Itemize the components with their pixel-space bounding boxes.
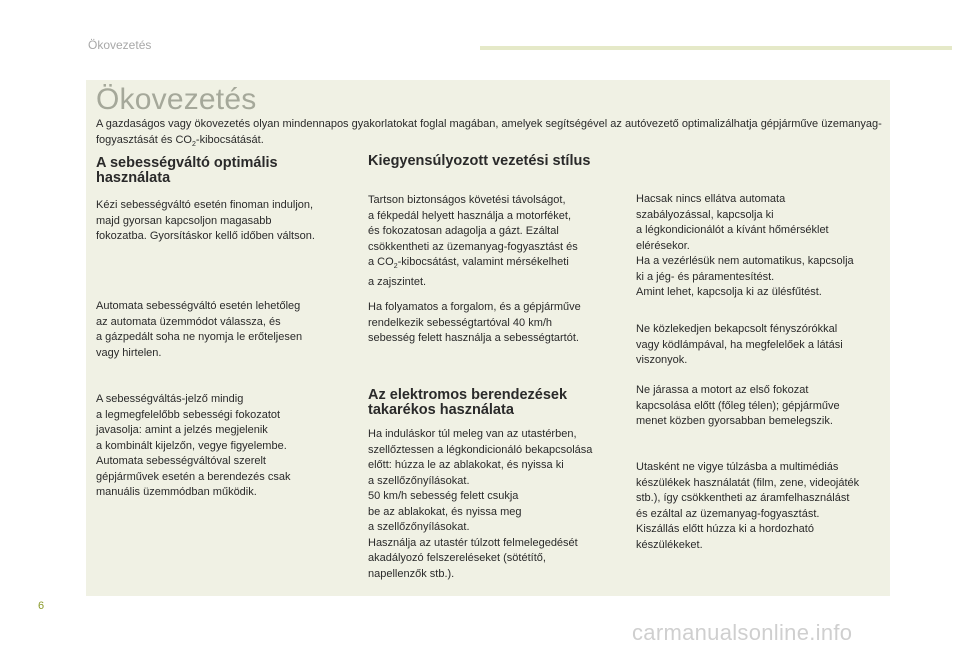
watermark: carmanualsonline.info bbox=[632, 620, 853, 645]
heading-gearbox: A sebességváltó optimális használata bbox=[96, 155, 278, 186]
header-rule bbox=[480, 46, 952, 50]
safe-distance-text-end: -kibocsátást, valamint mérsékelheti a zajszintet. bbox=[368, 256, 569, 288]
heading-electrical-equipment: Az elektromos berendezések takarékos használata bbox=[368, 387, 568, 418]
paragraph-engine-warmup: Ne járassa a motort az első fokozat kapcsolása előtt (főleg télen); gépjárműve menet közben gyorsabban bemelegszik. bbox=[636, 384, 840, 427]
paragraph-multimedia: Utasként ne vigye túlzásba a multimédiás készülékek használatát (film, zene, videojáték stb.), így csökkentheti az áramfelhasználást és ezáltal az üzemanyag-fogyasztást. Kiszállás előtt húzza ki a hordozható készülékeket. bbox=[636, 461, 860, 551]
paragraph-headlamps: Ne közlekedjen bekapcsolt fényszórókkal vagy ködlámpával, ha megfelelőek a látási viszonyok. bbox=[636, 323, 843, 366]
paragraph-cruise-control: Ha folyamatos a forgalom, és a gépjárműve rendelkezik sebességtartóval 40 km/h sebesség felett használja a sebességtartót. bbox=[368, 301, 581, 344]
paragraph-ventilation: Ha induláskor túl meleg van az utastérben, szellőztessen a légkondicionáló bekapcsolása előtt: húzza le az ablakokat, és nyissa ki a szellőzőnyílásokat. 50 km/h sebesség felett csukja be az ablakokat, és nyissa meg a szellőzőnyílásokat. Használja az utastér túlzott felmelegedését akadályozó felszereléseket (sötétítő, napellenzők stb.). bbox=[368, 428, 593, 580]
paragraph-safe-distance bbox=[368, 193, 628, 290]
page-number: 6 bbox=[38, 600, 45, 612]
safe-distance-text: Tartson biztonságos követési távolságot, a fékpedál helyett használja a motorféket, és fokozatosan adagolja a gázt. Ezáltal csökkentheti az üzemanyag-fogyasztást és a CO bbox=[368, 194, 578, 268]
running-header: Ökovezetés bbox=[88, 38, 152, 52]
page-title: Ökovezetés bbox=[96, 83, 257, 116]
paragraph-manual-gearbox: Kézi sebességváltó esetén finoman induljon, majd gyorsan kapcsoljon magasabb fokozatba. Gyorsításkor kellő időben váltson. bbox=[96, 199, 315, 242]
paragraph-air-conditioning: Hacsak nincs ellátva automata szabályozással, kapcsolja ki a légkondicionálót a kívánt hőmérséklet elérésekor. Ha a vezérlésük nem automatikus, kapcsolja ki a jég- és páramentesítést. Amint lehet, kapcsolja ki az ülésfűtést. bbox=[636, 193, 854, 298]
intro-text: A gazdaságos vagy ökovezetés olyan mindennapos gyakorlatokat foglal magában, amelyek segítségével az autóvezető optimalizálhatja gépjárműve üzemanyag-fogyasztását és CO bbox=[96, 118, 882, 146]
intro-paragraph bbox=[96, 116, 886, 153]
co2-subscript: 2 bbox=[393, 263, 398, 271]
intro-subscript: 2 bbox=[192, 141, 196, 149]
paragraph-gear-shift-indicator: A sebességváltás-jelző mindig a legmegfelelőbb sebességi fokozatot javasolja: amint a jelzés megjelenik a kombinált kijelzőn, vegye figyelembe. Automata sebességváltóval szerelt gépjárművek esetén a berendezés csak manuális üzemmódban működik. bbox=[96, 393, 291, 498]
paragraph-automatic-gearbox: Automata sebességváltó esetén lehetőleg az automata üzemmódot válassza, és a gázpedált soha ne nyomja le erőteljesen vagy hirtelen. bbox=[96, 300, 303, 359]
intro-text-end: -kibocsátását. bbox=[195, 134, 264, 146]
heading-driving-style: Kiegyensúlyozott vezetési stílus bbox=[368, 153, 591, 169]
